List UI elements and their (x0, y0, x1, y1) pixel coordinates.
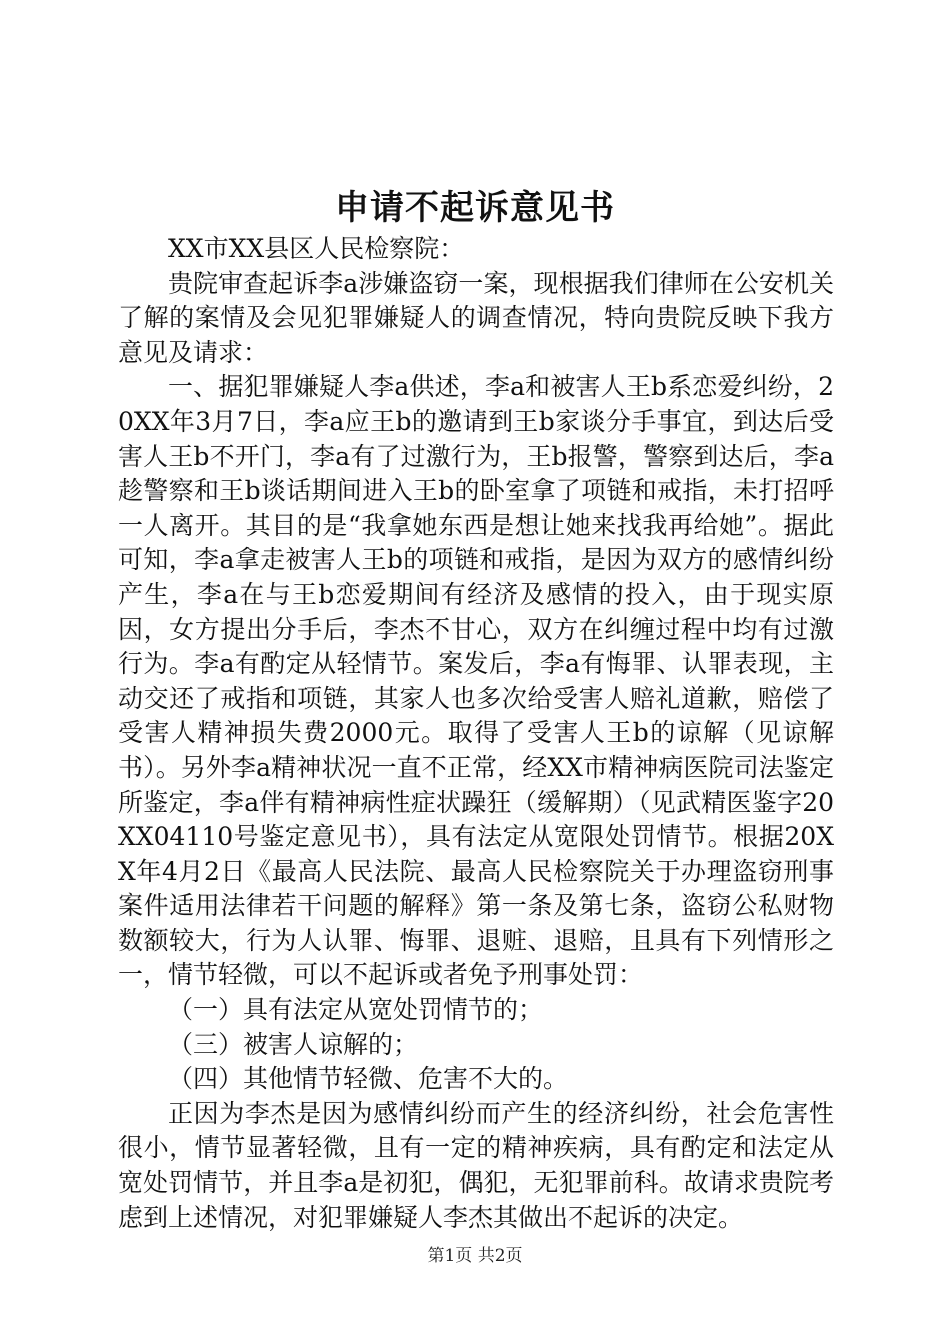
page-number-footer: 第1页 共2页 (427, 1246, 523, 1266)
document-body (118, 232, 834, 1235)
paragraph-item-1: （一）具有法定从宽处罚情节的； (168, 995, 544, 1025)
paragraph-item-3: （三）被害人谅解的； (168, 1029, 419, 1059)
paragraph-salutation: XX市XX县区人民检察院： (168, 234, 465, 263)
paragraph-intro: 贵院审查起诉李a涉嫌盗窃一案，现根据我们律师在公安机关了解的案情及会见犯罪嫌疑人的调查情况，特向贵院反映下我方意见及请求： (118, 268, 834, 367)
document-title: 申请不起诉意见书 (335, 188, 615, 228)
paragraph-conclusion: 正因为李杰是因为感情纠纷而产生的经济纠纷，社会危害性很小，情节显著轻微，且有一定的精神疾病，具有酌定和法定从宽处罚情节，并且李a是初犯，偶犯，无犯罪前科。故请求贵院考虑到上述情况，对犯罪嫌疑人李杰其做出不起诉的决定。 (118, 1098, 834, 1232)
paragraph-item-4: （四）其他情节轻微、危害不大的。 (168, 1064, 569, 1094)
paragraph-facts: 一、据犯罪嫌疑人李a供述，李a和被害人王b系恋爱纠纷，20XX年3月7日，李a应王b的邀请到王b家谈分手事宜，到达后受害人王b不开门，李a有了过激行为，王b报警，警察到达后，李a趁警察和王b谈话期间进入王b的卧室拿了项链和戒指，未打招呼一人离开。其目的是“我拿她东西是想让她来找我再给她”。据此可知，李a拿走被害人王b的项链和戒指，是因为双方的感情纠纷产生，李a在与王b恋爱期间有经济及感情的投入，由于现实原因，女方提出分手后，李杰不甘心，双方在纠缠过程中均有过激行为。李a有酌定从轻情节。案发后，李a有悔罪、认罪表现，主动交还了戒指和项链，其家人也多次给受害人赔礼道歉，赔偿了受害人精神损失费2000元。取得了受害人王b的谅解（见谅解书）。另外李a精神状况一直不正常，经XX市精神病医院司法鉴定所鉴定，李a伴有精神病性症状躁狂（缓解期）（见武精医鉴字20XX04110号鉴定意见书），具有法定从宽限处罚情节。根据20XX年4月2日《最高人民法院、最高人民检察院关于办理盗窃刑事案件适用法律若干问题的解释》第一条及第七条，盗窃公私财物数额较大，行为人认罪、悔罪、退赃、退赔，且具有下列情形之一，情节轻微，可以不起诉或者免予刑事处罚： (118, 372, 834, 990)
